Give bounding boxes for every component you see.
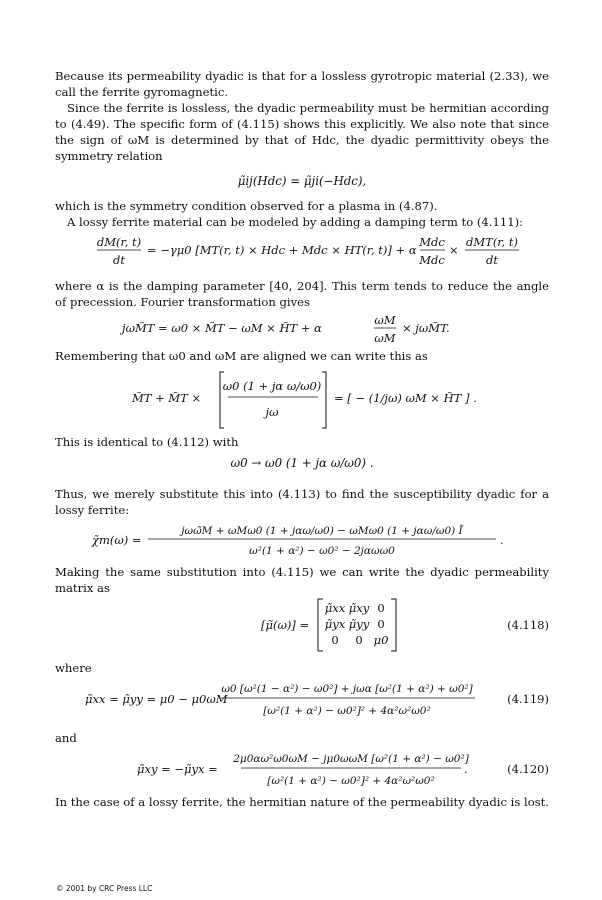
paragraph-lossy: A lossy ferrite material can be modeled by adding a damping term to (4.111):	[67, 215, 524, 229]
chi-den: ω²(1 + α²) − ω0² − 2jαωω0	[249, 545, 395, 557]
matrix-r3c1: 0	[331, 633, 339, 647]
equation-mu-xy-svg	[55, 746, 549, 794]
matrix-r2c3: 0	[377, 617, 385, 631]
paragraph-damping-param: where α is the damping parameter [40, 204]. This term tends to reduce the angle of precession. Fourier transformation gives	[55, 279, 549, 309]
damp-times: ×	[449, 243, 459, 257]
fourier-right: × jωM̃T.	[402, 321, 450, 335]
equation-susceptibility-svg	[92, 518, 512, 564]
mu-xy-lhs: μ̃xy = −μ̃yx =	[137, 762, 218, 776]
paragraph-plasma: which is the symmetry condition observed for a plasma in (4.87).	[55, 199, 438, 213]
paragraph-hermitian: Since the ferrite is lossless, the dyadic permeability must be hermitian according to (4.49). The specific form of (4.115) shows this explicitly. We also note that since the sign of ωM is determined by that of Hdc, the dyadic permittivity obeys the symmetry relation	[55, 101, 549, 163]
equation-fourier-svg	[122, 310, 482, 348]
matrix-r1c3: 0	[377, 601, 385, 615]
equation-damping	[55, 230, 549, 272]
matrix-r2c1: μ̃yx	[324, 617, 346, 631]
paragraph-and: and	[55, 731, 77, 745]
chi-lhs: χ̃m(ω) =	[92, 533, 142, 547]
equation-matrix-svg	[55, 596, 549, 654]
equation-susceptibility	[55, 518, 549, 564]
page-body	[55, 68, 549, 810]
mu-xx-num: ω0 [ω²(1 − α²) − ω0²] + jωα [ω²(1 + α²) + ω0²]	[221, 683, 473, 695]
equation-substitution	[55, 456, 549, 470]
damp-frac-den: Mdc	[419, 253, 445, 267]
equation-mu-xx	[55, 676, 549, 724]
equation-mu-xx-svg	[55, 676, 549, 724]
damp-lhs-den: dt	[113, 253, 125, 267]
equation-symmetry	[55, 174, 549, 188]
chi-period: .	[500, 533, 504, 547]
paragraph-permeability-matrix: Making the same substitution into (4.115) we can write the dyadic permeability matrix as	[55, 565, 549, 595]
damp-rhs-den: dt	[486, 253, 498, 267]
copyright-footer: © 2001 by CRC Press LLC	[56, 884, 153, 893]
equation-number-4-119: (4.119)	[507, 692, 549, 706]
mu-xx-den: [ω²(1 + α²) − ω0²]² + 4α²ω²ω0²	[263, 705, 431, 717]
equation-number-4-120: (4.120)	[507, 762, 549, 776]
equation-number-4-118: (4.118)	[507, 618, 549, 632]
fourier-frac-num: ωM	[374, 313, 396, 327]
matrix-r1c1: μ̃xx	[324, 601, 346, 615]
equation-matrix	[55, 596, 549, 654]
mu-xy-num: 2μ0αω²ω0ωM − jμ0ωωM [ω²(1 + α²) − ω0²]	[233, 753, 469, 765]
fourier-frac-den: ωM	[374, 331, 396, 345]
paragraph-conclusion: In the case of a lossy ferrite, the hermitian nature of the permeability dyadic is lost.	[55, 795, 549, 809]
mu-xy-period: .	[464, 762, 468, 776]
mu-xy-den: [ω²(1 + α²) − ω0²]² + 4α²ω²ω0²	[267, 775, 435, 787]
substitution-text: ω0 → ω0 (1 + jα ω/ω0) .	[230, 456, 374, 470]
equation-aligned	[55, 364, 549, 434]
matrix-lhs: [μ̃(ω)] =	[261, 618, 310, 632]
equation-symmetry-text: μ̃ij(Hdc) = μ̃ji(−Hdc),	[237, 174, 367, 188]
matrix-r1c2: μ̃xy	[348, 601, 370, 615]
aligned-right: = [ − (1/jω) ωM × H̃T ] .	[334, 391, 477, 405]
aligned-den: jω	[265, 405, 279, 419]
damp-middle: = −γμ0 [MT(r, t) × Hdc + Mdc × HT(r, t)] + α	[147, 243, 417, 257]
paragraph-where: where	[55, 661, 92, 675]
aligned-left: M̃T + M̃T ×	[132, 391, 202, 405]
chi-num: jωω̃M + ωMω0 (1 + jαω/ω0) − ωMω0 (1 + jαω/ω0) Ī	[181, 525, 463, 537]
equation-fourier	[55, 310, 549, 348]
equation-aligned-svg	[132, 364, 477, 434]
paragraph-identical: This is identical to (4.112) with	[55, 435, 239, 449]
paragraph-aligned: Remembering that ω0 and ωM are aligned we can write this as	[55, 349, 428, 363]
damp-frac-num: Mdc	[419, 235, 445, 249]
equation-mu-xy	[55, 746, 549, 794]
matrix-r3c3: μ0	[373, 633, 389, 647]
mu-xx-lhs: μ̃xx = μ̃yy = μ0 − μ0ωM	[85, 692, 228, 706]
matrix-r2c2: μ̃yy	[348, 617, 370, 631]
aligned-num: ω0 (1 + jα ω/ω0)	[222, 379, 322, 393]
damp-rhs-num: dMT(r, t)	[466, 235, 518, 249]
paragraph-susceptibility: Thus, we merely substitute this into (4.113) to find the susceptibility dyadic for a lossy ferrite:	[55, 487, 549, 517]
damp-lhs-num: dM(r, t)	[96, 235, 142, 249]
equation-damping-svg	[67, 230, 537, 272]
matrix-r3c2: 0	[355, 633, 363, 647]
paragraph-gyrotropic: Because its permeability dyadic is that for a lossless gyrotropic material (2.33), we call the ferrite gyromagnetic.	[55, 69, 549, 99]
fourier-left: jωM̃T = ω0 × M̃T − ωM × H̃T + α	[122, 321, 322, 335]
